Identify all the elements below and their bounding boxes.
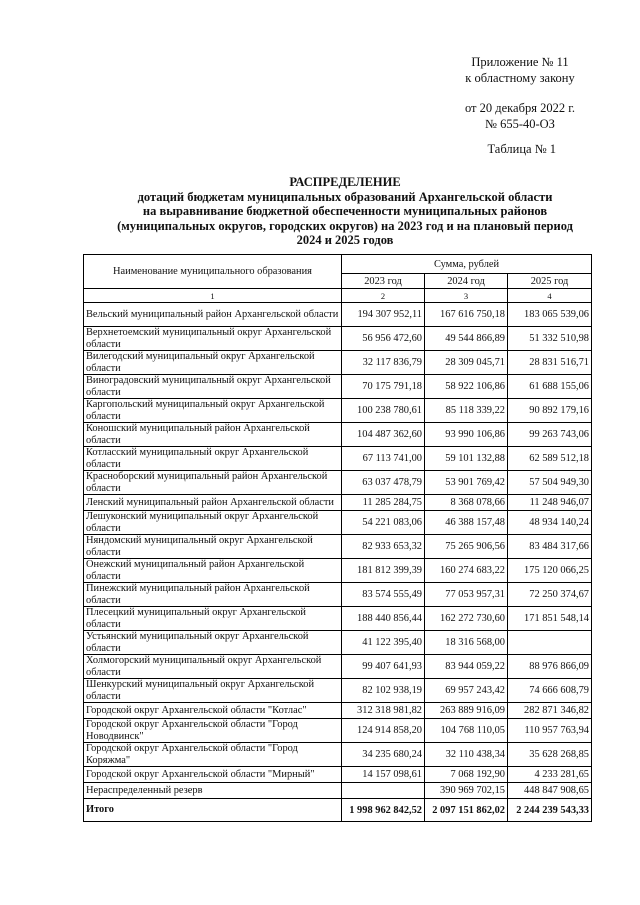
amount-2024: 7 068 192,90	[425, 767, 508, 783]
title-line-1: РАСПРЕДЕЛЕНИЕ	[289, 175, 401, 189]
amount-2024: 160 274 683,22	[425, 559, 508, 583]
municipality-name: Верхнетоемский муниципальный округ Архангельской области	[84, 327, 342, 351]
title-line-2: дотаций бюджетам муниципальных образований Архангельской области	[137, 189, 553, 204]
table-row	[84, 303, 592, 327]
amount-2024: 75 265 906,56	[425, 535, 508, 559]
table-row	[84, 447, 592, 471]
column-number-2: 2	[342, 289, 425, 303]
municipality-name: Нераспределенный резерв	[84, 783, 342, 799]
amount-2023: 67 113 741,00	[342, 447, 425, 471]
title-line-5: 2024 и 2025 годов	[296, 233, 394, 247]
amount-2024: 18 316 568,00	[425, 631, 508, 655]
municipality-name: Лешуконский муниципальный округ Архангельской области	[84, 511, 342, 535]
municipality-name: Шенкурский муниципальный округ Архангельской области	[84, 679, 342, 703]
table-row	[84, 471, 592, 495]
table-row	[84, 583, 592, 607]
column-number-1: 1	[84, 289, 342, 303]
table-row	[84, 679, 592, 703]
document-title	[80, 175, 610, 248]
amount-2023: 181 812 399,39	[342, 559, 425, 583]
appendix-law: к областному закону	[465, 71, 575, 85]
table-row	[84, 631, 592, 655]
table-row	[84, 767, 592, 783]
amount-2025: 35 628 268,85	[508, 743, 592, 767]
amount-2024: 104 768 110,05	[425, 719, 508, 743]
amount-2025: 11 248 946,07	[508, 495, 592, 511]
amount-2023: 56 956 472,60	[342, 327, 425, 351]
header-2023: 2023 год	[342, 274, 425, 289]
municipality-name: Каргопольский муниципальный округ Архангельской области	[84, 399, 342, 423]
municipality-name: Городской округ Архангельской области "Город Новодвинск"	[84, 719, 342, 743]
amount-2024: 85 118 339,22	[425, 399, 508, 423]
amount-2024: 53 901 769,42	[425, 471, 508, 495]
amount-2025: 61 688 155,06	[508, 375, 592, 399]
amount-2024: 69 957 243,42	[425, 679, 508, 703]
amount-2024: 77 053 957,31	[425, 583, 508, 607]
appendix-number: Приложение № 11	[471, 55, 569, 69]
amount-2025: 282 871 346,82	[508, 703, 592, 719]
amount-2025: 448 847 908,65	[508, 783, 592, 799]
amount-2024: 83 944 059,22	[425, 655, 508, 679]
amount-2024: 49 544 866,89	[425, 327, 508, 351]
amount-2023: 82 102 938,19	[342, 679, 425, 703]
table-row	[84, 743, 592, 767]
municipality-name: Няндомский муниципальный округ Архангельской области	[84, 535, 342, 559]
header-2024: 2024 год	[425, 274, 508, 289]
municipality-name: Онежский муниципальный район Архангельской области	[84, 559, 342, 583]
amount-2023: 63 037 478,79	[342, 471, 425, 495]
total-2024: 2 097 151 862,02	[425, 799, 508, 822]
municipality-name: Пинежский муниципальный район Архангельской области	[84, 583, 342, 607]
municipality-name: Плесецкий муниципальный округ Архангельской области	[84, 607, 342, 631]
amount-2024: 167 616 750,18	[425, 303, 508, 327]
amount-2025: 62 589 512,18	[508, 447, 592, 471]
amount-2025: 171 851 548,14	[508, 607, 592, 631]
amount-2023: 11 285 284,75	[342, 495, 425, 511]
amount-2025: 28 831 516,71	[508, 351, 592, 375]
column-number-3: 3	[425, 289, 508, 303]
amount-2025: 110 957 763,94	[508, 719, 592, 743]
amount-2023: 188 440 856,44	[342, 607, 425, 631]
municipality-name: Виноградовский муниципальный округ Архангельской области	[84, 375, 342, 399]
municipality-name: Вилегодский муниципальный округ Архангельской области	[84, 351, 342, 375]
total-2023: 1 998 962 842,52	[342, 799, 425, 822]
amount-2025	[508, 631, 592, 655]
table-label: Таблица № 1	[487, 142, 556, 156]
amount-2024: 58 922 106,86	[425, 375, 508, 399]
appendix-date: от 20 декабря 2022 г.	[464, 101, 576, 115]
amount-2025: 74 666 608,79	[508, 679, 592, 703]
table-row	[84, 655, 592, 679]
amount-2023: 41 122 395,40	[342, 631, 425, 655]
appendix-law-number: № 655-40-ОЗ	[485, 117, 555, 131]
table-row	[84, 607, 592, 631]
table-row	[84, 327, 592, 351]
municipality-name: Устьянский муниципальный округ Архангельской области	[84, 631, 342, 655]
amount-2024: 390 969 702,15	[425, 783, 508, 799]
amount-2023: 83 574 555,49	[342, 583, 425, 607]
table-body	[84, 303, 592, 799]
table-row	[84, 495, 592, 511]
amount-2025: 99 263 743,06	[508, 423, 592, 447]
municipality-name: Городской округ Архангельской области "Котлас"	[84, 703, 342, 719]
amount-2024: 28 309 045,71	[425, 351, 508, 375]
amount-2025: 51 332 510,98	[508, 327, 592, 351]
table-row	[84, 375, 592, 399]
table-row	[84, 535, 592, 559]
amount-2023: 82 933 653,32	[342, 535, 425, 559]
amount-2023: 100 238 780,61	[342, 399, 425, 423]
total-row	[84, 799, 592, 822]
header-2025: 2025 год	[508, 274, 592, 289]
amount-2024: 162 272 730,60	[425, 607, 508, 631]
table-row	[84, 351, 592, 375]
municipality-name: Вельский муниципальный район Архангельской области	[84, 303, 342, 327]
amount-2023: 70 175 791,18	[342, 375, 425, 399]
amount-2024: 93 990 106,86	[425, 423, 508, 447]
table-row	[84, 399, 592, 423]
table-row	[84, 559, 592, 583]
total-2025: 2 244 239 543,33	[508, 799, 592, 822]
amount-2023: 312 318 981,82	[342, 703, 425, 719]
amount-2025: 72 250 374,67	[508, 583, 592, 607]
table-row	[84, 423, 592, 447]
amount-2025: 4 233 281,65	[508, 767, 592, 783]
amount-2023: 194 307 952,11	[342, 303, 425, 327]
header-sum: Сумма, рублей	[342, 255, 592, 274]
amount-2025: 175 120 066,25	[508, 559, 592, 583]
municipality-name: Ленский муниципальный район Архангельской области	[84, 495, 342, 511]
amount-2024: 32 110 438,34	[425, 743, 508, 767]
header-name: Наименование муниципального образования	[84, 255, 342, 289]
municipality-name: Холмогорский муниципальный округ Архангельской области	[84, 655, 342, 679]
table-row	[84, 703, 592, 719]
appendix-header	[440, 54, 600, 132]
municipality-name: Коношский муниципальный район Архангельской области	[84, 423, 342, 447]
table-row	[84, 719, 592, 743]
amount-2025: 57 504 949,30	[508, 471, 592, 495]
amount-2025: 88 976 866,09	[508, 655, 592, 679]
municipality-name: Городской округ Архангельской области "Мирный"	[84, 767, 342, 783]
amount-2024: 59 101 132,88	[425, 447, 508, 471]
amount-2023: 104 487 362,60	[342, 423, 425, 447]
municipality-name: Красноборский муниципальный район Архангельской области	[84, 471, 342, 495]
municipality-name: Городской округ Архангельской области "Город Коряжма"	[84, 743, 342, 767]
amount-2024: 46 388 157,48	[425, 511, 508, 535]
amount-2024: 8 368 078,66	[425, 495, 508, 511]
column-number-4: 4	[508, 289, 592, 303]
amount-2023: 32 117 836,79	[342, 351, 425, 375]
distribution-table	[83, 254, 592, 822]
amount-2023: 124 914 858,20	[342, 719, 425, 743]
amount-2024: 263 889 916,09	[425, 703, 508, 719]
amount-2025: 183 065 539,06	[508, 303, 592, 327]
municipality-name: Котласский муниципальный округ Архангельской области	[84, 447, 342, 471]
amount-2023: 34 235 680,24	[342, 743, 425, 767]
amount-2023	[342, 783, 425, 799]
title-line-4: (муниципальных округов, городских округов) на 2023 год и на плановый период	[117, 218, 573, 233]
amount-2023: 54 221 083,06	[342, 511, 425, 535]
amount-2025: 90 892 179,16	[508, 399, 592, 423]
total-label: Итого	[84, 799, 342, 822]
amount-2025: 83 484 317,66	[508, 535, 592, 559]
amount-2023: 99 407 641,93	[342, 655, 425, 679]
table-row	[84, 511, 592, 535]
table-row	[84, 783, 592, 799]
title-line-3: на выравнивание бюджетной обеспеченности муниципальных районов	[142, 204, 548, 218]
amount-2025: 48 934 140,24	[508, 511, 592, 535]
amount-2023: 14 157 098,61	[342, 767, 425, 783]
